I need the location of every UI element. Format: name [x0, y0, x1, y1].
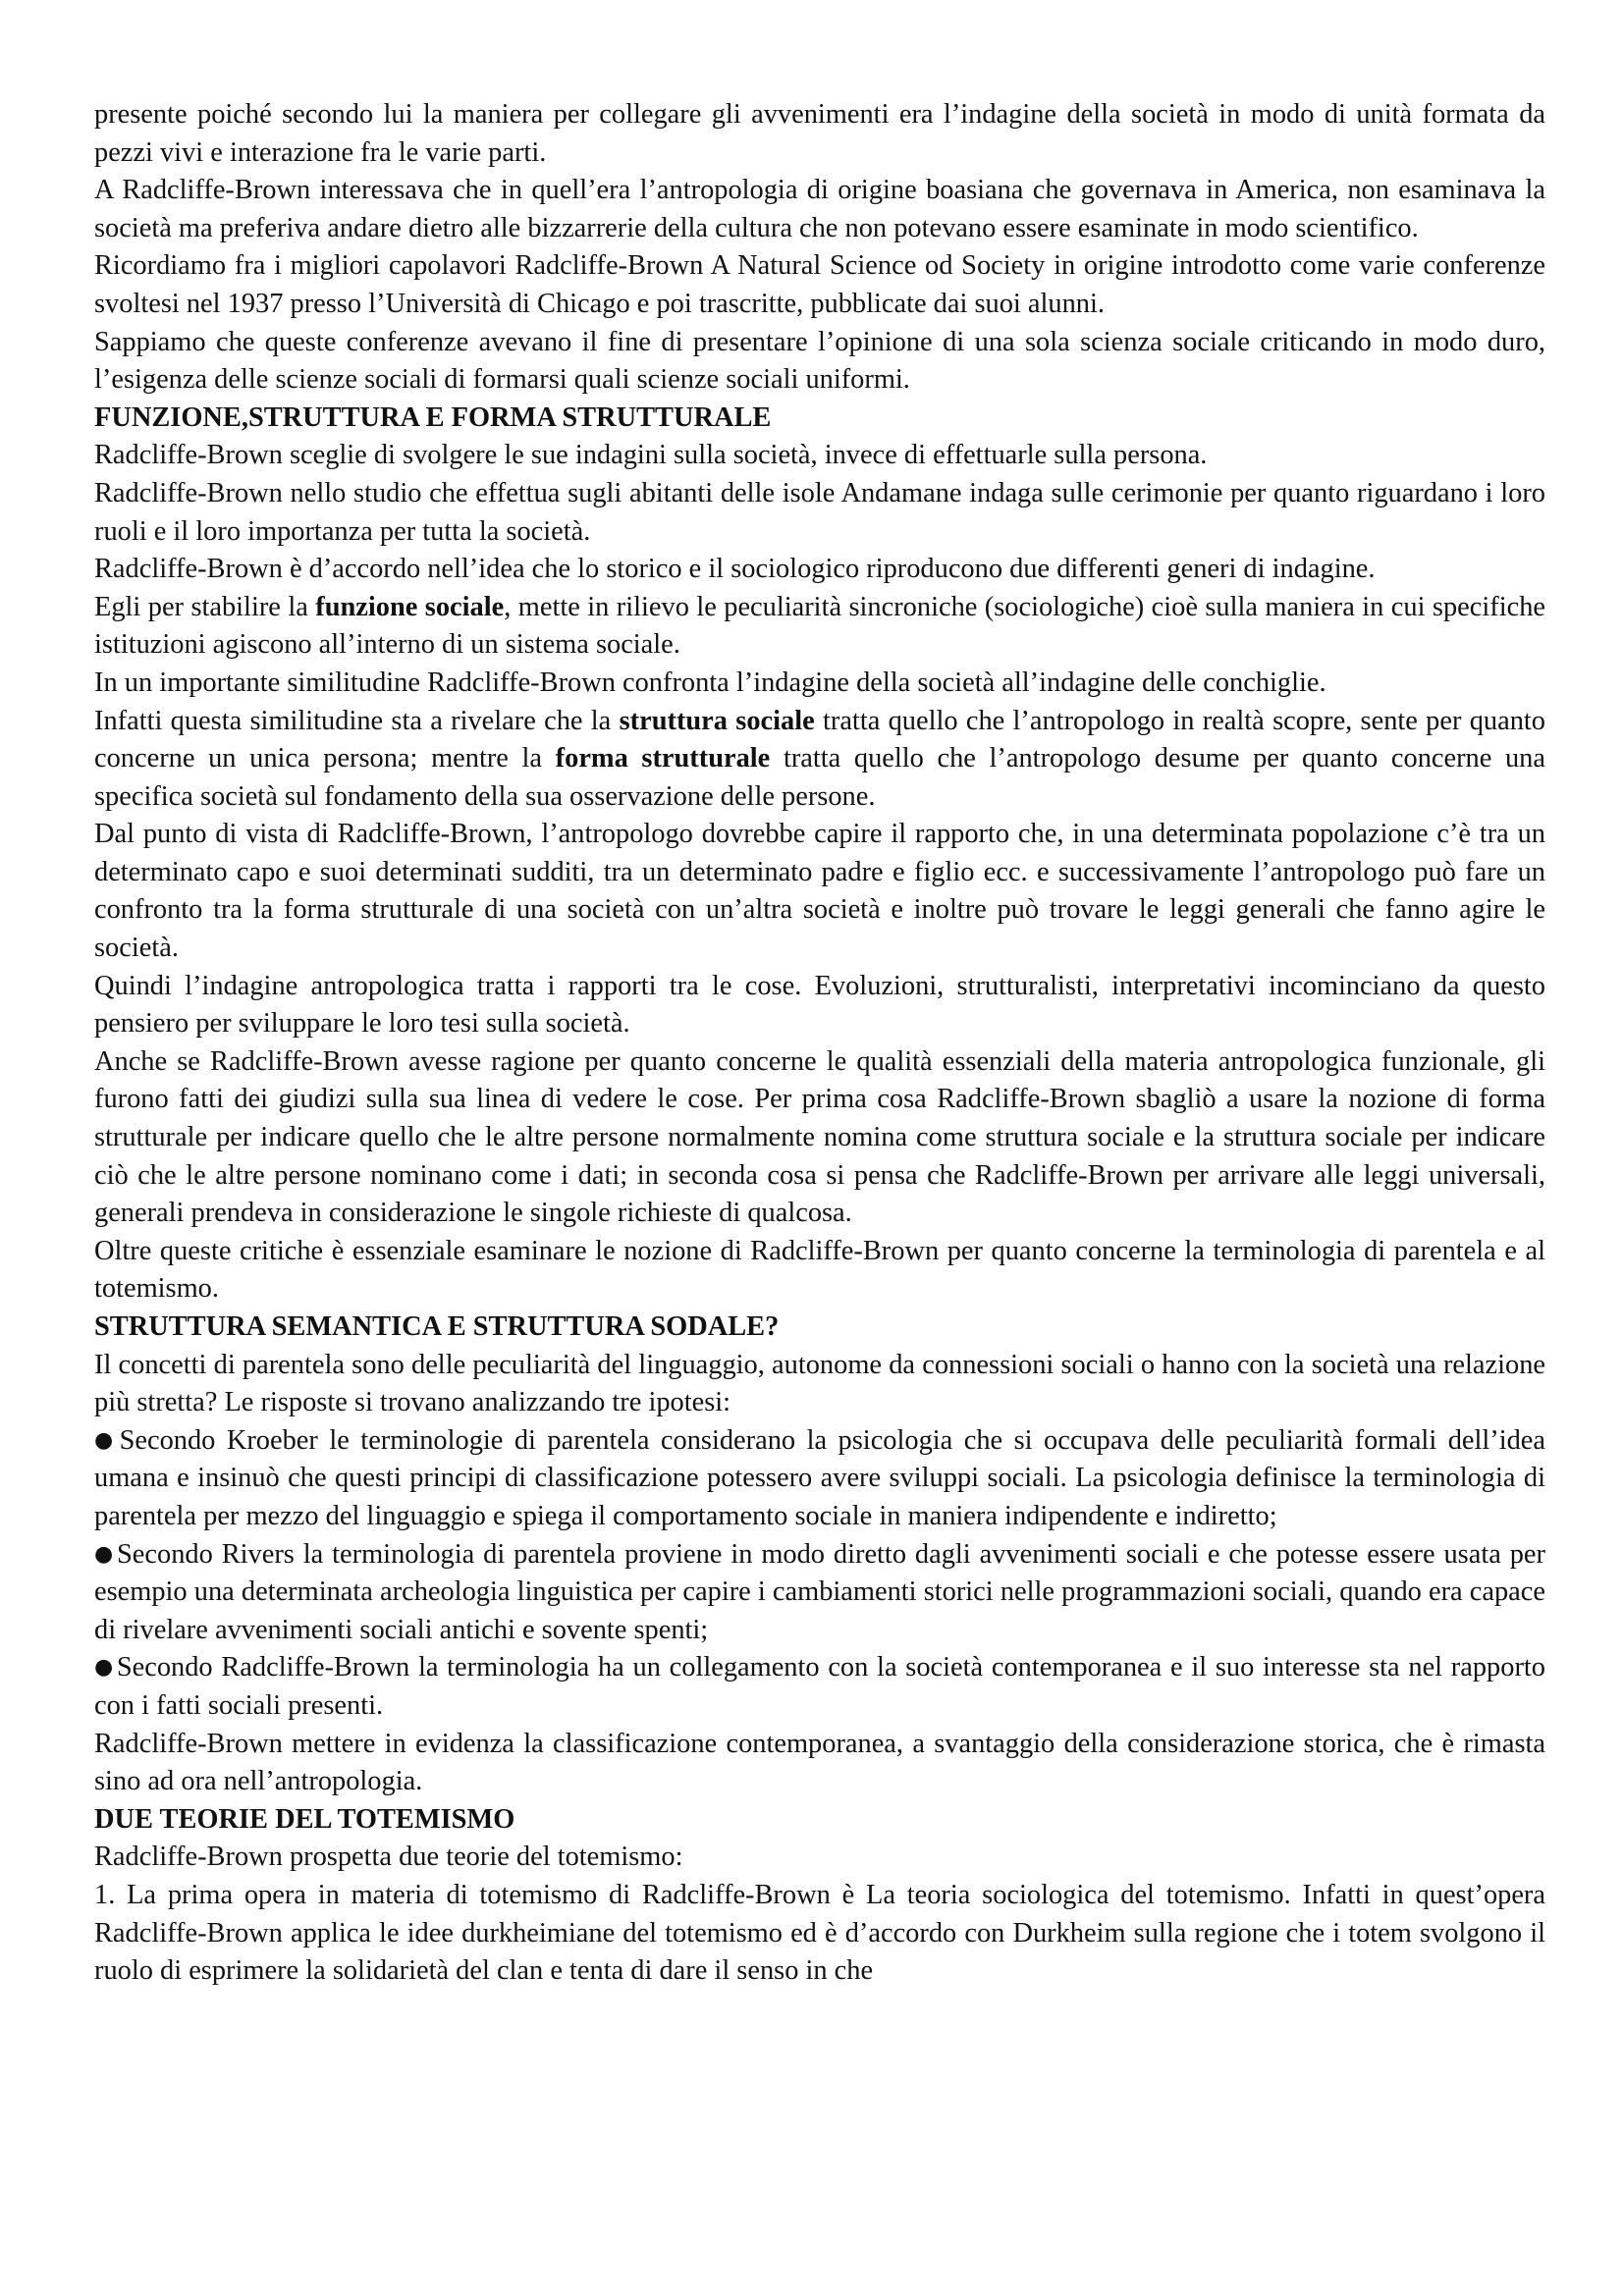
paragraph: 1. La prima opera in materia di totemismo di Radcliffe-Brown è La teoria sociologica del totemismo. Infatti in quest’opera Radcliffe-Brown applica le idee durkheimiane del totemismo ed è d’accordo con Durkheim sulla regione che i totem svolgono il ruolo di esprimere la solidarietà del clan e tenta di dare il senso in che — [94, 1879, 1545, 1987]
paragraph: Radcliffe-Brown nello studio che effettua sugli abitanti delle isole Andamane indaga sulle cerimonie per quanto riguardano i loro ruoli e il loro importanza per tutta la società. — [94, 477, 1545, 547]
paragraph: Sappiamo che queste conferenze avevano il fine di presentare l’opinione di una sola scienza sociale criticando in modo duro, l’esigenza delle scienze sociali di formarsi quali scienze sociali uniformi. — [94, 326, 1545, 396]
text-run: tratta quello che l’antropologo desume per quanto concerne una specifica società sul fondamento della sua osservazione delle persone. — [94, 743, 1545, 812]
list-item-text: Secondo Rivers la terminologia di parentela proviene in modo diretto dagli avvenimenti sociali e che potesse essere usata per esempio una determinata archeologia linguistica per capire i cambiamenti storici nelle programmazioni sociali, quando era capace di rivelare avvenimenti sociali antichi e sovente spenti; — [94, 1538, 1545, 1645]
paragraph: Radcliffe-Brown mettere in evidenza la classificazione contemporanea, a svantaggio della considerazione storica, che è rimasta sino ad ora nell’antropologia. — [94, 1728, 1545, 1797]
paragraph: presente poiché secondo lui la maniera per collegare gli avvenimenti era l’indagine della società in modo di unità formata da pezzi vivi e interazione fra le varie parti. — [94, 99, 1545, 168]
text-run: Infatti questa similitudine sta a rivelare che la — [94, 705, 620, 736]
paragraph: In un importante similitudine Radcliffe-Brown confronta l’indagine della società all’indagine delle conchiglie. — [94, 667, 1326, 698]
paragraph: Oltre queste critiche è essenziale esaminare le nozione di Radcliffe-Brown per quanto concerne la terminologia di parentela e al totemismo. — [94, 1235, 1545, 1305]
paragraph — [94, 589, 1545, 665]
paragraph: Il concetti di parentela sono delle peculiarità del linguaggio, autonome da connessioni sociali o hanno con la società una relazione più stretta? Le risposte si trovano analizzando tre ipotesi: — [94, 1349, 1545, 1418]
section-heading-totemismo: DUE TEORIE DEL TOTEMISMO — [94, 1803, 515, 1835]
paragraph: Quindi l’indagine antropologica tratta i rapporti tra le cose. Evoluzioni, strutturalisti, interpretativi incominciano da questo pensiero per sviluppare le loro tesi sulla società. — [94, 970, 1545, 1040]
list-item — [94, 1649, 1545, 1725]
paragraph — [94, 703, 1545, 817]
list-item — [94, 1536, 1545, 1650]
paragraph: A Radcliffe-Brown interessava che in quell’era l’antropologia di origine boasiana che governava in America, non esaminava la società ma preferiva andare dietro alle bizzarrerie della cultura che non potevano essere esaminate in modo scientifico. — [94, 175, 1545, 243]
paragraph: Radcliffe-Brown prospetta due teorie del totemismo: — [94, 1842, 683, 1873]
text-run: Egli per stabilire la — [94, 591, 316, 622]
bold-term-funzione-sociale: funzione sociale — [315, 591, 505, 622]
bullet-icon: ● — [94, 1427, 118, 1453]
paragraph: Anche se Radcliffe-Brown avesse ragione per quanto concerne le qualità essenziali della materia antropologica funzionale, gli furono fatti dei giudizi sulla sua linea di vedere le cose. Per prima cosa Radcliffe-Brown sbagliò a usare la nozione di forma strutturale per indicare quello che le altre persone normalmente nomina come struttura sociale e la struttura sociale per indicare ciò che le altre persone nominano come i dati; in seconda cosa si pensa che Radcliffe-Brown per arrivare alle leggi universali, generali prendeva in considerazione le singole richieste di qualcosa. — [94, 1045, 1545, 1229]
paragraph: Radcliffe-Brown sceglie di svolgere le sue indagini sulla società, invece di effettuarle sulla persona. — [94, 440, 1208, 471]
section-heading-funzione: FUNZIONE,STRUTTURA E FORMA STRUTTURALE — [94, 401, 772, 433]
paragraph: Dal punto di vista di Radcliffe-Brown, l’antropologo dovrebbe capire il rapporto che, in una determinata popolazione c’è tra un determinato capo e suoi determinati sudditi, tra un determinato padre e figlio ecc. e successivamente l’antropologo può fare un confronto tra la forma strutturale di una società con un’altra società e inoltre può trovare le leggi generali che fanno agire le società. — [94, 819, 1545, 964]
bullet-icon: ● — [94, 1655, 115, 1681]
bold-term-forma-strutturale: forma strutturale — [555, 743, 771, 774]
section-heading-struttura-semantica: STRUTTURA SEMANTICA E STRUTTURA SODALE? — [94, 1311, 780, 1342]
list-item-text: Secondo Radcliffe-Brown la terminologia ha un collegamento con la società contemporanea e il suo interesse sta nel rapporto con i fatti sociali presenti. — [94, 1652, 1545, 1721]
document-page — [94, 96, 1545, 1991]
list-item-text: Secondo Kroeber le terminologie di parentela considerano la psicologia che si occupava delle peculiarità formali dell’idea umana e insinuò che questi principi di classificazione potessero avere sviluppi sociali. La psicologia definisce la terminologia di parentela per mezzo del linguaggio e spiega il comportamento sociale in maniera indipendente e indiretto; — [94, 1424, 1546, 1531]
list-item — [94, 1422, 1545, 1536]
paragraph: Radcliffe-Brown è d’accordo nell’idea che lo storico e il sociologico riproducono due differenti generi di indagine. — [94, 554, 1376, 585]
text-run: tratta quello che l’antropologo in realtà scopre, sente per quanto concerne un unica persona; mentre la — [94, 705, 1545, 774]
bullet-icon: ● — [94, 1541, 116, 1567]
bold-term-struttura-sociale: struttura sociale — [619, 705, 815, 736]
bullet-list — [94, 1422, 1545, 1726]
text-run: , mette in rilievo le peculiarità sincroniche (sociologiche) cioè sulla maniera in cui specifiche istituzioni agiscono all’interno di un sistema sociale. — [94, 591, 1545, 661]
paragraph: Ricordiamo fra i migliori capolavori Radcliffe-Brown A Natural Science od Society in origine introdotto come varie conferenze svoltesi nel 1937 presso l’Università di Chicago e poi trascritte, pubblicate dai suoi alunni. — [94, 250, 1545, 319]
